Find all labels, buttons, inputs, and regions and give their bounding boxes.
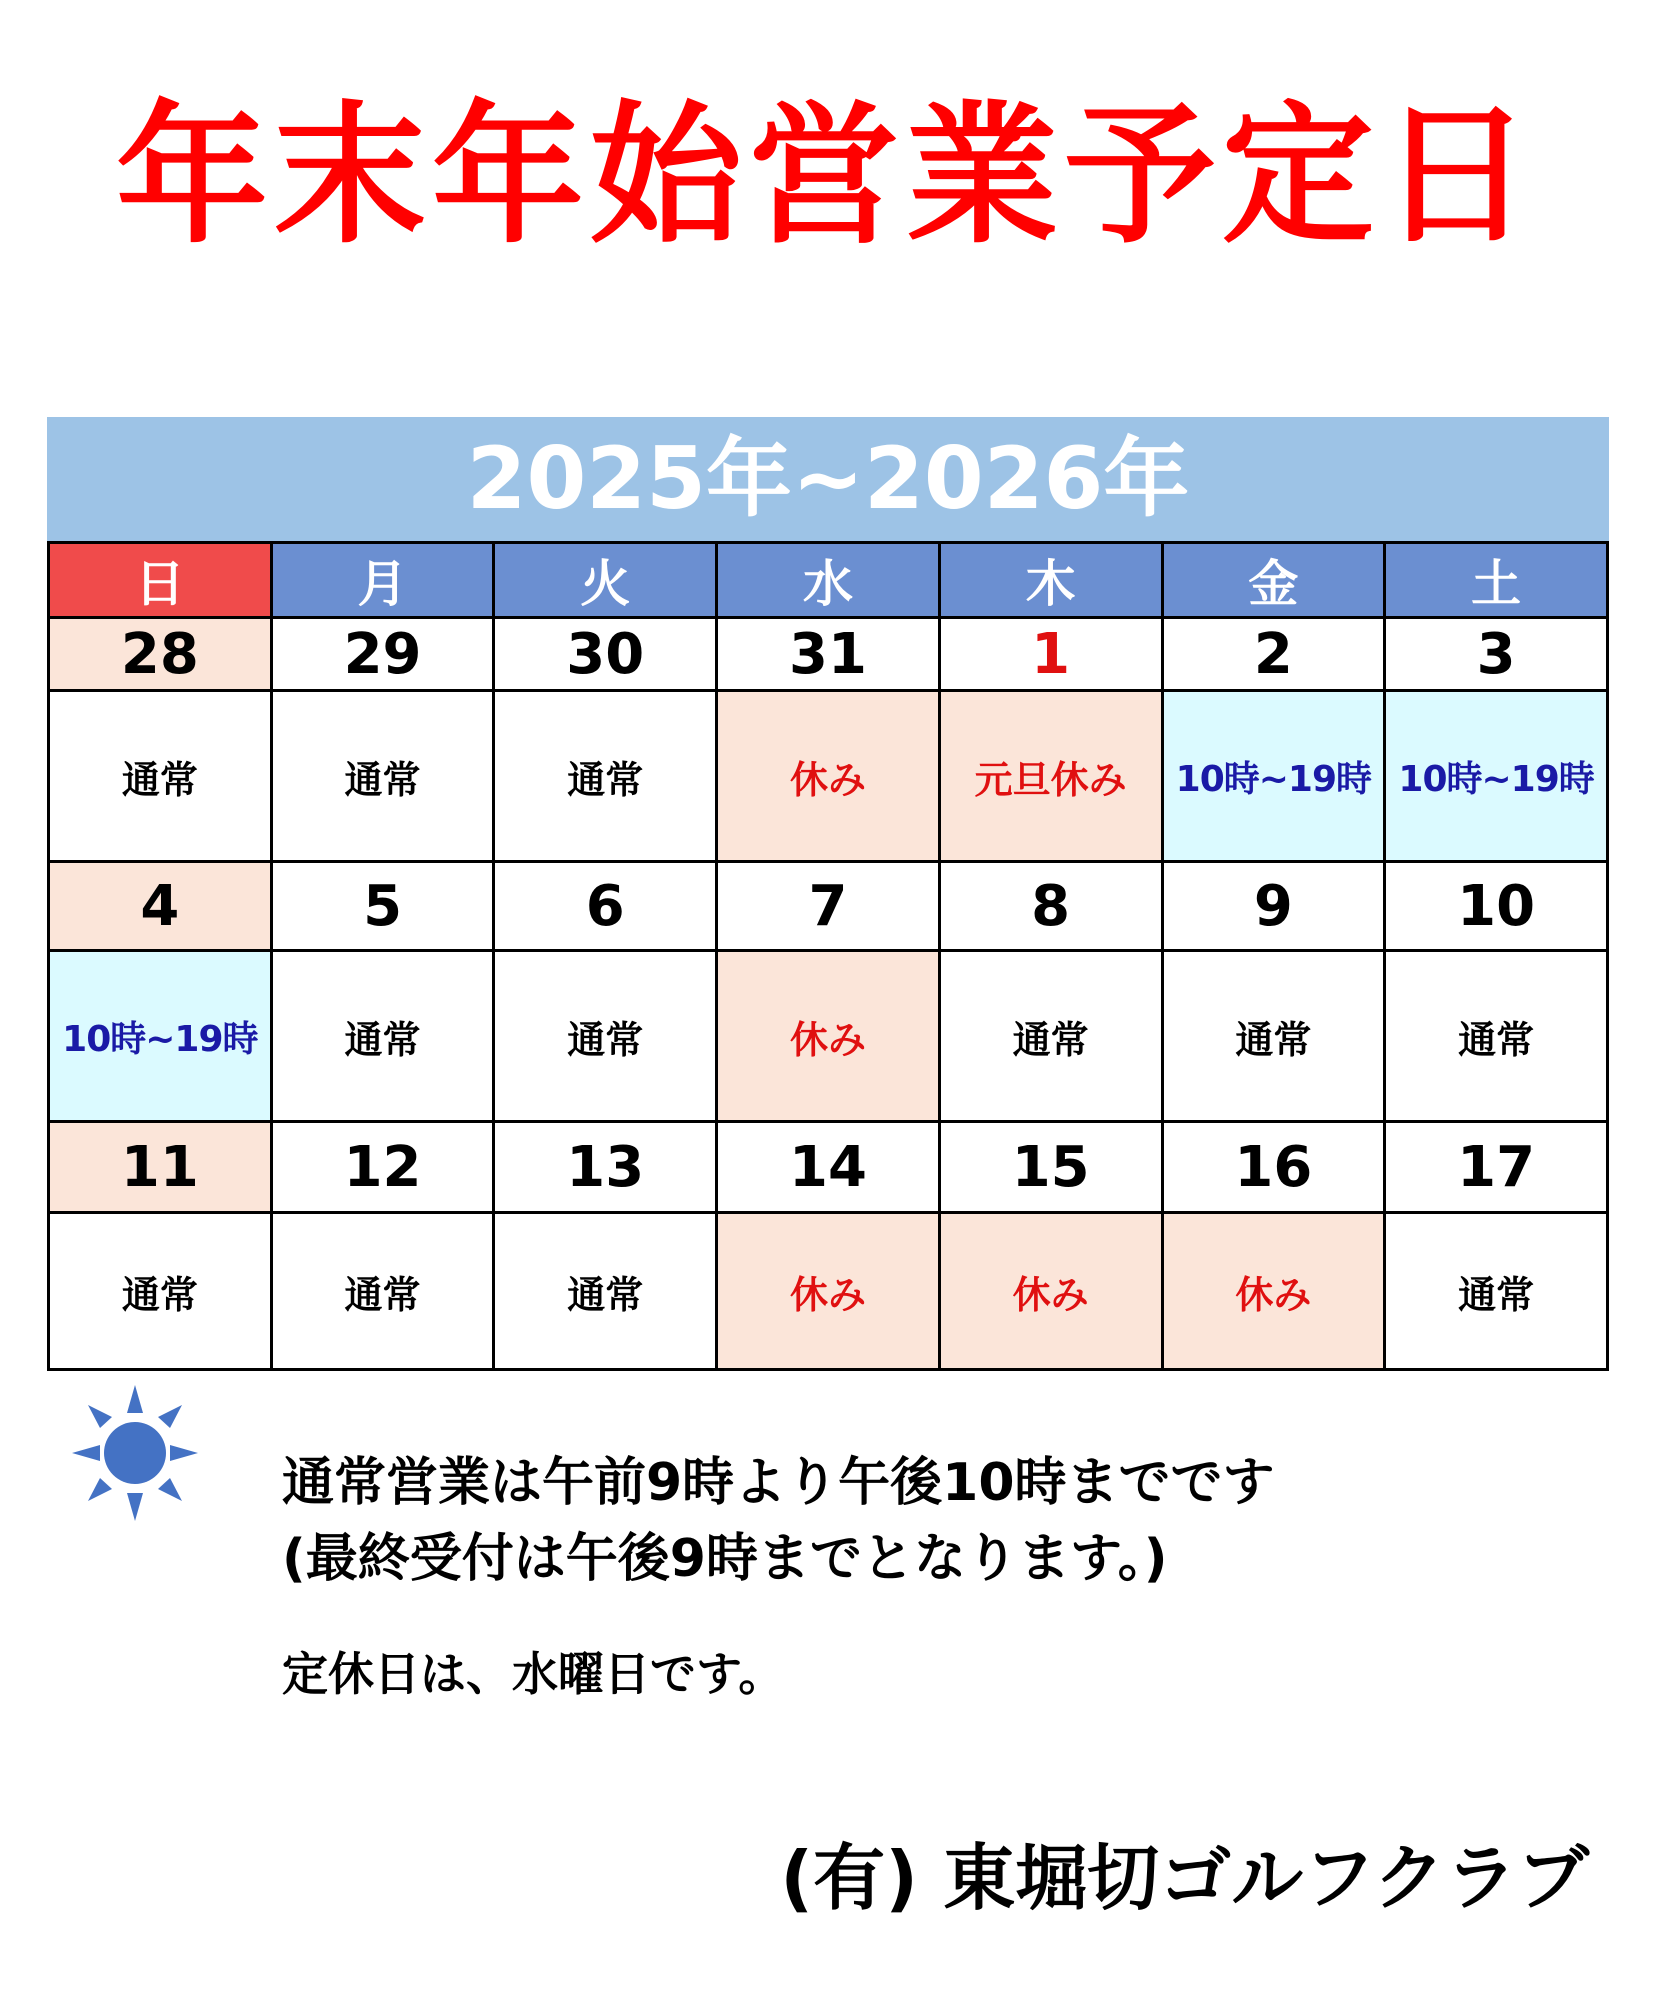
status-row [49,691,1608,862]
status-cell-short-hours: 10時~19時 [1385,691,1608,862]
status-cell: 通常 [494,691,717,862]
weekday-fri: 金 [1162,543,1385,618]
status-cell: 通常 [1385,1213,1608,1370]
status-cell: 通常 [939,951,1162,1122]
business-hours-note: 通常営業は午前9時より午後10時までです [282,1453,1275,1513]
date-cell: 7 [717,862,940,951]
status-cell: 通常 [271,951,494,1122]
status-cell-short-hours: 10時~19時 [49,951,272,1122]
weekday-sat: 土 [1385,543,1608,618]
status-cell-closed: 休み [717,691,940,862]
date-cell: 16 [1162,1122,1385,1213]
status-cell: 通常 [49,691,272,862]
calendar-table [47,541,1609,1371]
weekday-thu: 木 [939,543,1162,618]
weekday-sun: 日 [49,543,272,618]
status-cell: 通常 [494,1213,717,1370]
last-entry-note: (最終受付は午後9時までとなります。) [282,1529,1168,1589]
status-cell: 通常 [271,691,494,862]
company-name: (有) 東堀切ゴルフクラブ [780,1836,1589,1920]
date-cell: 15 [939,1122,1162,1213]
weekday-tue: 火 [494,543,717,618]
status-cell-closed: 休み [717,1213,940,1370]
date-cell: 30 [494,618,717,691]
date-cell: 3 [1385,618,1608,691]
date-cell: 13 [494,1122,717,1213]
weekday-wed: 水 [717,543,940,618]
date-row [49,1122,1608,1213]
status-cell-closed: 元旦休み [939,691,1162,862]
date-row [49,618,1608,691]
date-cell: 2 [1162,618,1385,691]
date-cell: 9 [1162,862,1385,951]
status-row [49,1213,1608,1370]
weekday-header-row [49,543,1608,618]
date-cell: 28 [49,618,272,691]
date-cell: 10 [1385,862,1608,951]
year-range-banner: 2025年~2026年 [47,417,1609,541]
sun-icon [70,1383,200,1523]
status-cell: 通常 [49,1213,272,1370]
date-cell: 11 [49,1122,272,1213]
date-cell: 31 [717,618,940,691]
closed-day-note: 定休日は、水曜日です。 [282,1647,785,1701]
date-cell: 4 [49,862,272,951]
date-cell: 29 [271,618,494,691]
status-cell-closed: 休み [939,1213,1162,1370]
status-cell-closed: 休み [717,951,940,1122]
date-cell: 1 [939,618,1162,691]
status-row [49,951,1608,1122]
status-cell-closed: 休み [1162,1213,1385,1370]
date-row [49,862,1608,951]
status-cell-short-hours: 10時~19時 [1162,691,1385,862]
date-cell: 12 [271,1122,494,1213]
page-title: 年末年始営業予定日 [116,87,1538,264]
date-cell: 17 [1385,1122,1608,1213]
status-cell: 通常 [271,1213,494,1370]
date-cell: 14 [717,1122,940,1213]
status-cell: 通常 [494,951,717,1122]
date-cell: 5 [271,862,494,951]
date-cell: 8 [939,862,1162,951]
date-cell: 6 [494,862,717,951]
status-cell: 通常 [1385,951,1608,1122]
weekday-mon: 月 [271,543,494,618]
status-cell: 通常 [1162,951,1385,1122]
